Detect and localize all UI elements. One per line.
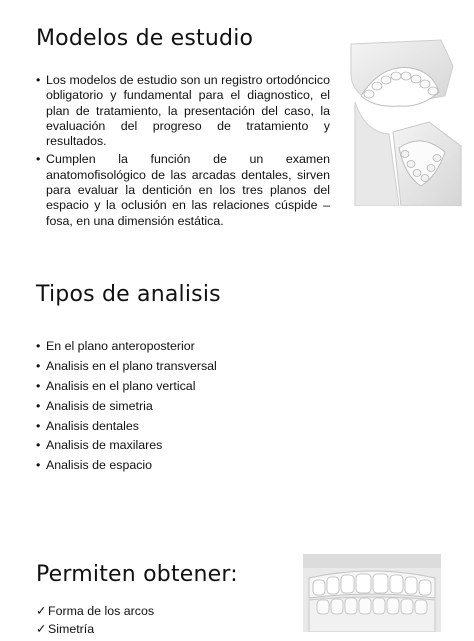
permiten-list [36,604,286,641]
list-item [36,152,330,228]
heading-modelos-de-estudio: Modelos de estudio [36,26,254,51]
list-item-text: Analisis en el plano vertical [46,378,196,393]
bullet-icon: • [36,73,41,87]
check-icon: ✓ [36,622,47,637]
dental-model-image [341,36,463,206]
heading-permiten-obtener: Permiten obtener: [36,562,238,587]
check-icon: ✓ [36,604,47,618]
list-item-text: Los modelos de estudio son un registro ortodóncico obligatorio y fundamental para el diagnostico, el plan de tratamiento, la presentación del caso, la evaluación del progreso de tratamiento y resultados. [46,73,330,149]
bullet-icon: • [36,398,41,413]
list-item-text: Analisis en el plano transversal [46,358,217,373]
list-item [36,339,336,354]
heading-tipos-de-analisis: Tipos de analisis [36,282,221,307]
list-item [36,399,336,414]
list-item [36,419,336,434]
tipos-list [36,339,336,478]
list-item [36,622,286,637]
list-item-text: Analisis de simetria [46,398,153,413]
list-item-text: Analisis de maxilares [46,438,163,453]
bullet-icon: • [36,152,41,167]
teeth-cast-image [303,554,441,632]
list-item [36,438,336,453]
bullet-icon: • [36,378,41,393]
bullet-icon: • [36,358,41,373]
list-item-text: En el plano anteroposterior [46,339,195,353]
modelos-list [36,73,330,232]
list-item-text: Analisis de espacio [46,458,153,473]
list-item [36,458,336,473]
list-item [36,604,286,619]
bullet-icon: • [36,339,41,353]
list-item-text: Cumplen la función de un examen anatomofisológico de las arcadas dentales, sirven para evaluar la dentición en los tres planos del espacio y la oclusión en las relaciones cúspide – fosa, en una dimensión estática. [46,152,330,228]
list-item-text: Forma de los arcos [48,604,155,618]
list-item-text: Simetría [48,622,95,637]
bullet-icon: • [36,458,41,473]
bullet-icon: • [36,438,41,453]
list-item [36,379,336,394]
list-item-text: Analisis dentales [46,418,139,433]
list-item [36,73,330,149]
list-item [36,359,336,374]
bullet-icon: • [36,418,41,433]
